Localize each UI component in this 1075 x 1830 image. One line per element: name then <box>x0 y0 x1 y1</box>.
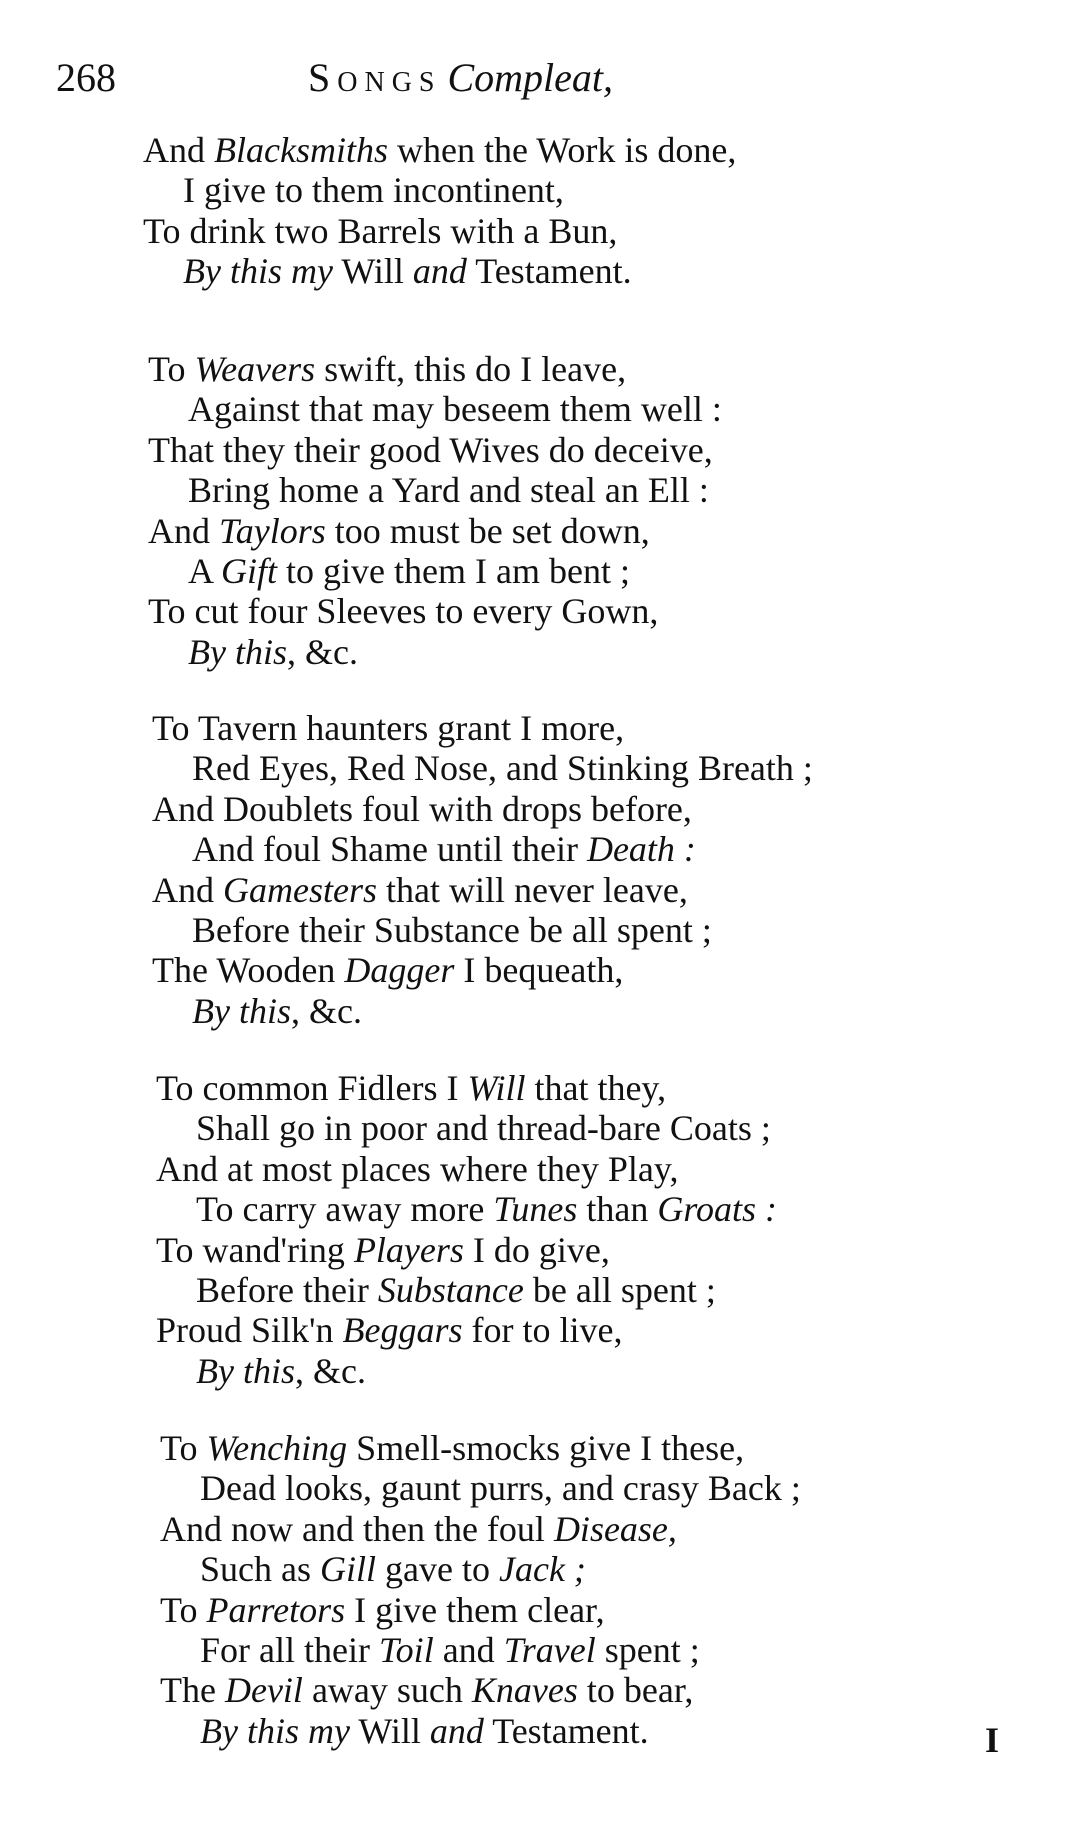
verse-line <box>188 632 358 672</box>
italic-text: Death : <box>586 829 696 869</box>
roman-text: than <box>577 1189 658 1229</box>
italic-text: Players <box>353 1230 464 1270</box>
roman-text: Shall go in poor and thread-bare Coats ; <box>196 1108 771 1148</box>
italic-text: Groats : <box>657 1189 778 1229</box>
italic-text: Weavers <box>194 349 316 389</box>
roman-text: Testament. <box>466 251 632 291</box>
roman-text: To <box>148 349 195 389</box>
roman-text: to bear, <box>577 1670 694 1710</box>
verse-line <box>152 870 688 910</box>
verse-line <box>148 591 658 631</box>
roman-text: The Wooden <box>152 950 345 990</box>
italic-text: Taylors <box>219 511 326 551</box>
roman-text: be all spent ; <box>523 1270 716 1310</box>
roman-text: that they, <box>525 1068 667 1108</box>
roman-text: And now and then the foul <box>160 1509 554 1549</box>
roman-text: I give them clear, <box>345 1590 605 1630</box>
roman-text: To cut four Sleeves to every Gown, <box>148 591 659 631</box>
roman-text: Will <box>349 1711 430 1751</box>
verse-line <box>183 170 564 210</box>
running-head-caps: Songs <box>308 55 442 100</box>
verse-line <box>148 430 713 470</box>
italic-text: Will <box>467 1068 526 1108</box>
italic-text: By this <box>192 991 291 1031</box>
roman-text: To carry away more <box>196 1189 494 1229</box>
italic-text: Knaves <box>471 1670 578 1710</box>
roman-text: And at most places where they Play, <box>156 1149 679 1189</box>
verse-line <box>156 1068 666 1108</box>
roman-text: To <box>160 1590 207 1630</box>
italic-text: Gamesters <box>223 870 377 910</box>
roman-text: Red Eyes, Red Nose, and Stinking Breath ; <box>192 748 813 788</box>
verse-line <box>196 1351 366 1391</box>
roman-text: To wand'ring <box>156 1230 354 1270</box>
italic-text: By this my <box>183 251 333 291</box>
roman-text: And <box>143 130 214 170</box>
verse-line <box>156 1230 610 1270</box>
roman-text: away such <box>302 1670 472 1710</box>
verse-line <box>200 1630 700 1670</box>
roman-text: Bring home a Yard and steal an Ell : <box>188 470 709 510</box>
roman-text: And Doublets foul with drops before, <box>152 789 692 829</box>
roman-text: gave to <box>376 1549 499 1589</box>
roman-text: A <box>188 551 222 591</box>
verse-line <box>188 389 722 429</box>
roman-text: , &c. <box>294 1351 366 1391</box>
verse-line <box>160 1509 677 1549</box>
roman-text: to give them I am bent ; <box>277 551 630 591</box>
roman-text: Before their Substance be all spent ; <box>192 910 712 950</box>
italic-text: Wenching <box>206 1428 348 1468</box>
verse-line <box>192 829 696 869</box>
roman-text: spent ; <box>595 1630 700 1670</box>
roman-text: I do give, <box>463 1230 610 1270</box>
roman-text: , &c. <box>290 991 362 1031</box>
verse-line <box>192 910 712 950</box>
italic-text: Gill <box>320 1549 377 1589</box>
verse-line <box>156 1149 679 1189</box>
verse-line <box>188 470 709 510</box>
page-number: 268 <box>56 55 116 100</box>
verse-line <box>183 251 632 291</box>
verse-line <box>200 1711 649 1751</box>
italic-text: Devil <box>224 1670 303 1710</box>
verse-line <box>143 211 617 251</box>
verse-line <box>192 748 813 788</box>
italic-text: Gift <box>221 551 278 591</box>
verse-line <box>200 1468 801 1508</box>
roman-text: That they their good Wives do deceive, <box>148 430 713 470</box>
verse-line <box>196 1108 771 1148</box>
verse-line <box>196 1189 777 1229</box>
italic-text: Beggars <box>342 1310 463 1350</box>
roman-text: And foul Shame until their <box>192 829 587 869</box>
roman-text: Such as <box>200 1549 320 1589</box>
roman-text: To Tavern haunters grant I more, <box>152 708 625 748</box>
italic-text: By this <box>196 1351 295 1391</box>
verse-line <box>192 991 362 1031</box>
roman-text: And <box>152 870 223 910</box>
roman-text: Proud Silk'n <box>156 1310 343 1350</box>
roman-text: that will never leave, <box>376 870 688 910</box>
italic-text: Travel <box>503 1630 596 1670</box>
verse-line <box>152 950 623 990</box>
verse-line <box>148 511 650 551</box>
italic-text: and <box>412 251 467 291</box>
roman-text: Will <box>332 251 413 291</box>
roman-text: Against that may beseem them well : <box>188 389 722 429</box>
verse-line <box>160 1428 744 1468</box>
roman-text: To <box>160 1428 207 1468</box>
verse-line <box>196 1270 716 1310</box>
roman-text: To common Fidlers I <box>156 1068 468 1108</box>
roman-text: and <box>433 1630 504 1670</box>
verse-line <box>152 789 692 829</box>
roman-text: I bequeath, <box>454 950 624 990</box>
verse-line <box>160 1670 693 1710</box>
roman-text: I give to them incontinent, <box>183 170 564 210</box>
verse-line <box>156 1310 623 1350</box>
italic-text: and <box>429 1711 484 1751</box>
verse-line <box>143 130 736 170</box>
italic-text: Substance <box>377 1270 524 1310</box>
roman-text: To drink two Barrels with a Bun, <box>143 211 618 251</box>
roman-text: Smell-smocks give I these, <box>347 1428 745 1468</box>
roman-text: for to live, <box>462 1310 623 1350</box>
roman-text: Testament. <box>483 1711 649 1751</box>
roman-text: The <box>160 1670 225 1710</box>
italic-text: Jack ; <box>498 1549 586 1589</box>
roman-text: For all their <box>200 1630 379 1670</box>
italic-text: Disease, <box>553 1509 677 1549</box>
verse-line <box>160 1590 605 1630</box>
italic-text: Tunes <box>493 1189 578 1229</box>
roman-text: Dead looks, gaunt purrs, and crasy Back ; <box>200 1468 801 1508</box>
roman-text: too must be set down, <box>325 511 650 551</box>
roman-text: when the Work is done, <box>387 130 737 170</box>
running-head-italic: Compleat, <box>447 55 614 100</box>
italic-text: Toil <box>378 1630 434 1670</box>
roman-text: Before their <box>196 1270 378 1310</box>
verse-line <box>148 349 626 389</box>
signature-mark: I <box>985 1720 1000 1760</box>
italic-text: Dagger <box>344 950 455 990</box>
verse-line <box>200 1549 586 1589</box>
verse-line <box>188 551 630 591</box>
roman-text: , &c. <box>286 632 358 672</box>
italic-text: By this my <box>200 1711 350 1751</box>
italic-text: By this <box>188 632 287 672</box>
italic-text: Blacksmiths <box>214 130 388 170</box>
italic-text: Parretors <box>206 1590 346 1630</box>
verse-line <box>152 708 624 748</box>
roman-text: And <box>148 511 219 551</box>
roman-text: swift, this do I leave, <box>315 349 627 389</box>
